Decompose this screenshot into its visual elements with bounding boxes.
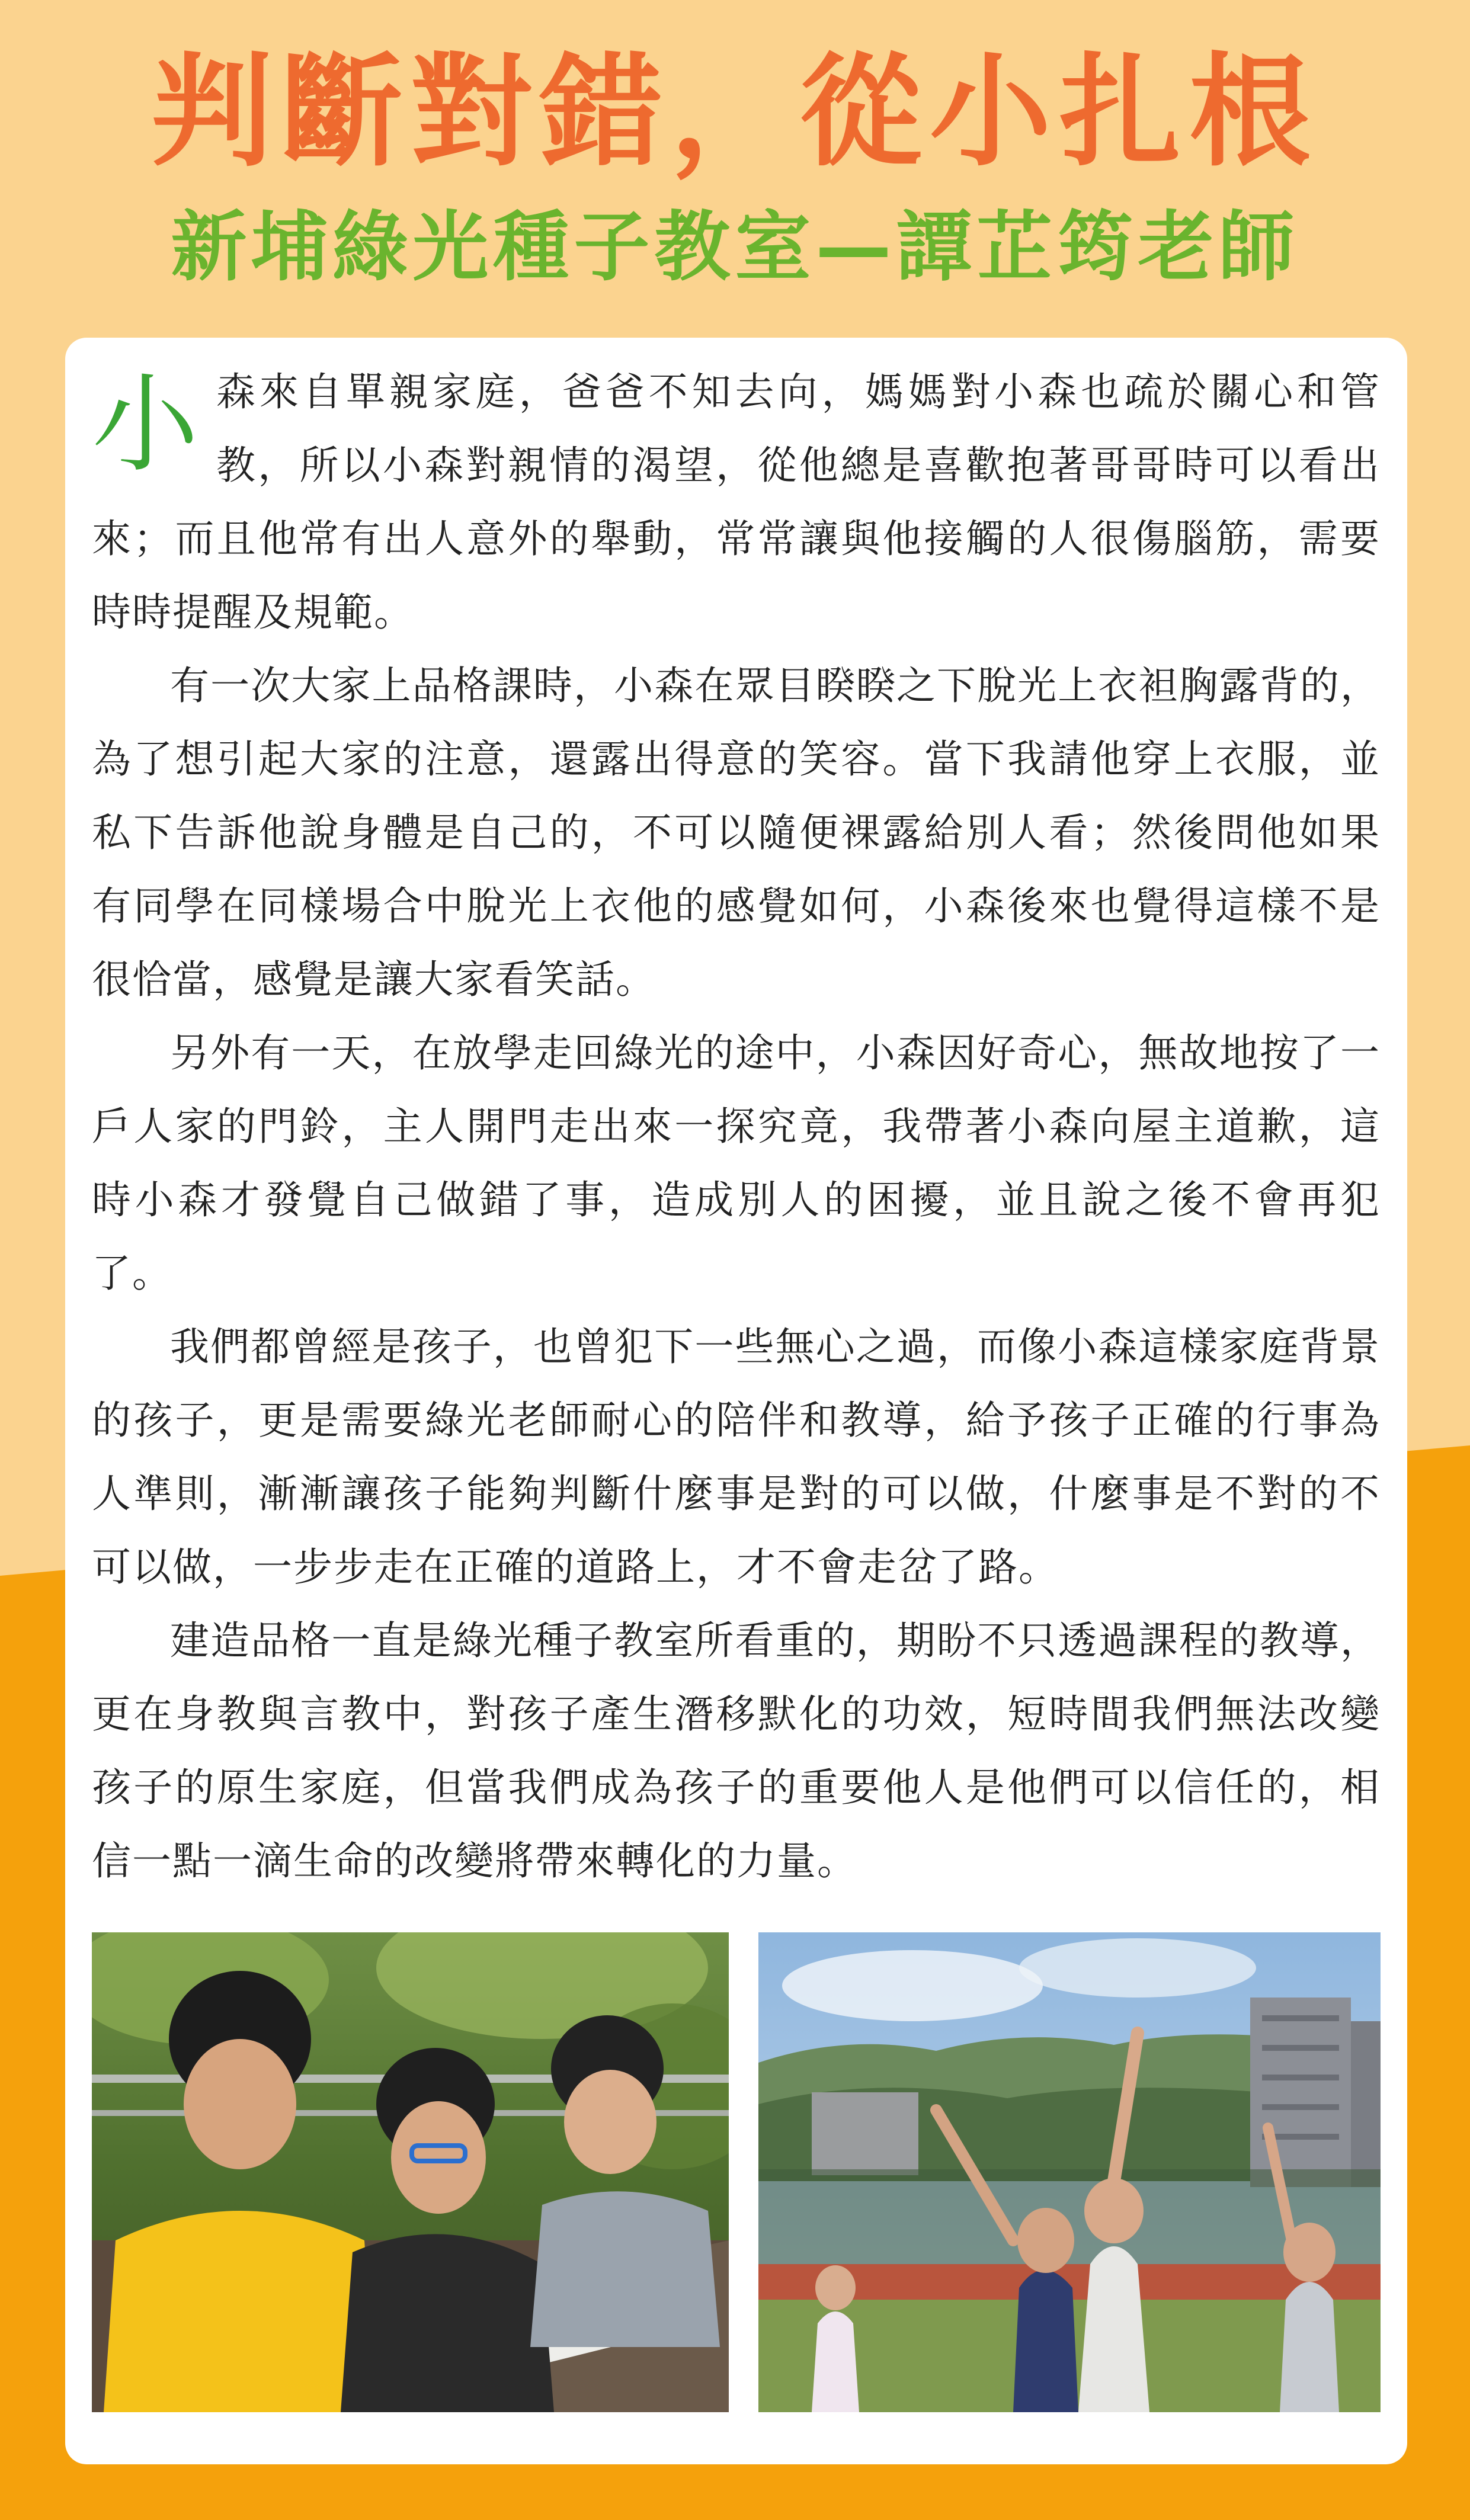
article-paragraph: 建造品格一直是綠光種子教室所看重的，期盼不只透過課程的教導，更在身教與言教中，對孩子產生潛移默化的功效，短時間我們無法改變孩子的原生家庭，但當我們成為孩子的重要他人是他們可以信任的，相信一點一滴生命的改變將帶來轉化的力量。 <box>92 1618 1381 1884</box>
article-body <box>92 355 1381 1907</box>
photo-students-reading <box>92 1932 729 2412</box>
page-subtitle: 新埔綠光種子教室—譚芷筠老師 <box>171 203 1299 291</box>
page-title: 判斷對錯，從小扎根 <box>151 42 1319 183</box>
article-paragraph: 另外有一天，在放學走回綠光的途中，小森因好奇心，無故地按了一戶人家的門鈴，主人開門走出來一探究竟，我帶著小森向屋主道歉，這時小森才發覺自己做錯了事，造成別人的困擾，並且說之後不會再犯了。 <box>92 1030 1381 1296</box>
article-paragraph: 有一次大家上品格課時，小森在眾目睽睽之下脫光上衣袒胸露背的，為了想引起大家的注意，還露出得意的笑容。當下我請他穿上衣服，並私下告訴他說身體是自己的，不可以隨便裸露給別人看；然後問他如果有同學在同樣場合中脫光上衣他的感覺如何，小森後來也覺得這樣不是很恰當，感覺是讓大家看笑話。 <box>92 663 1381 1002</box>
photo-children-playing <box>758 1932 1381 2412</box>
drop-cap: 小 <box>92 363 200 487</box>
paragraph-text: 森來自單親家庭，爸爸不知去向，媽媽對小森也疏於關心和管教，所以小森對親情的渴望，從他總是喜歡抱著哥哥時可以看出來；而且他常有出人意外的舉動，常常讓與他接觸的人很傷腦筋，需要時時提醒及規範。 <box>92 369 1381 635</box>
article-paragraph: 我們都曾經是孩子，也曾犯下一些無心之過，而像小森這樣家庭背景的孩子，更是需要綠光老師耐心的陪伴和教導，給予孩子正確的行事為人準則，漸漸讓孩子能夠判斷什麼事是對的可以做，什麼事是不對的不可以做，一步步走在正確的道路上，才不會走岔了路。 <box>92 1324 1381 1590</box>
article-paragraph <box>92 355 1381 649</box>
